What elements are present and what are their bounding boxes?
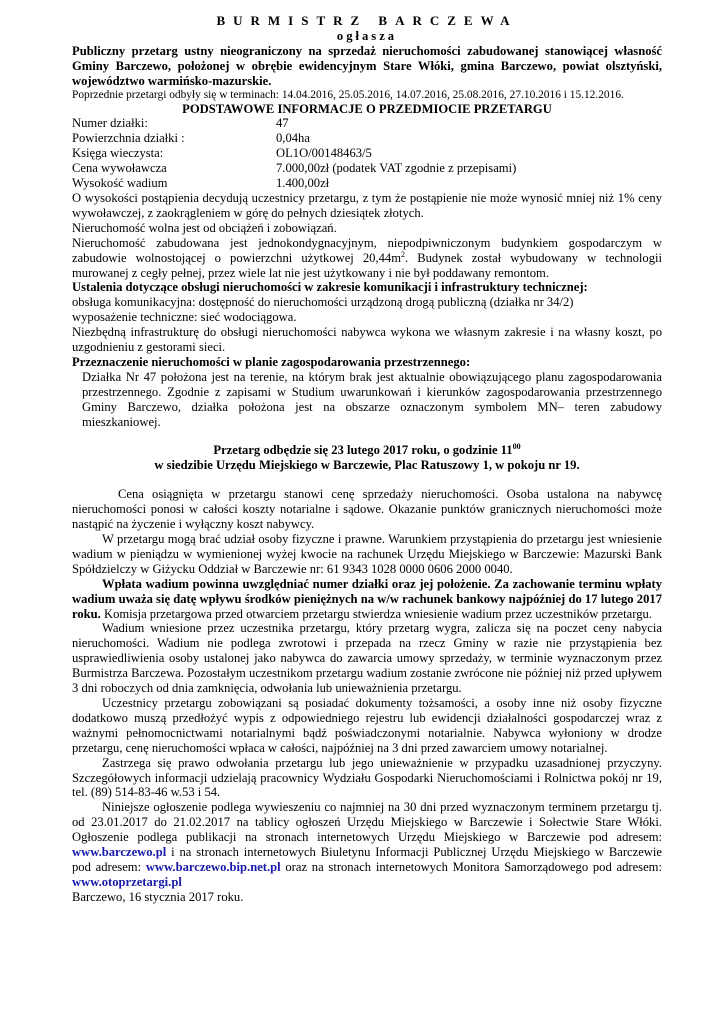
info-value: 1.400,00zł bbox=[276, 176, 330, 191]
price-paragraph: Cena osiągnięta w przetargu stanowi cenę sprzedaży nieruchomości. Osoba ustalona na nabywcę nieruchomości ponosi w całości koszty notarialne i sądowe. Okazanie punktów granicznych nieruchomości może nastąpić na życzenie i wyłączny koszt nabywcy. bbox=[72, 487, 662, 532]
spacer bbox=[72, 473, 662, 487]
info-label: Wysokość wadium bbox=[72, 176, 168, 191]
info-value: OL1O/00148463/5 bbox=[276, 146, 372, 161]
building-text-b: . Budynek został wybudowany w technologii murowanej z cegły pełnej, przez wiele lat nie jest użytkowany i nie był poddawany remontom. bbox=[72, 250, 663, 280]
tender-hour-superscript: 00 bbox=[512, 442, 521, 452]
infrastructure-paragraph: Niezbędną infrastrukturę do obsługi nieruchomości nabywca wykona we własnym zakresie i na własny koszt, po uzgodnieniu z gestorami sieci. bbox=[72, 325, 662, 355]
closing-date: Barczewo, 16 stycznia 2017 roku. bbox=[72, 889, 244, 904]
lead-paragraph: Publiczny przetarg ustny nieograniczony na sprzedaż nieruchomości zabudowanej stanowiącej własność Gminy Barczewo, położonej w obrębie ewidencyjnym Stare Włóki, gmina Barczewo, powiat olsztyński, województwo warmińsko-mazurskie. bbox=[72, 43, 662, 88]
plan-paragraph: Działka Nr 47 położona jest na terenie, na którym brak jest aktualnie obowiązującego planu zagospodarowania przestrzennego. Zgodnie z zapisami w Studium uwarunkowań i kierunków zagospodarowania przestrzennego Gminy Barczewo, działka położona jest na obszarze oznaczonym symbolem MN– teren zabudowy mieszkaniowej. bbox=[82, 369, 662, 429]
document-title: BURMISTRZ BARCZEWA bbox=[216, 13, 518, 28]
info-value: 0,04ha bbox=[276, 131, 310, 146]
info-row bbox=[72, 161, 662, 176]
previous-tenders: Poprzednie przetargi odbyły się w terminach: 14.04.2016, 25.05.2016, 14.07.2016, 25.08.2016, 27.10.2016 i 15.12.2016. bbox=[72, 88, 624, 101]
barczewo-website-link[interactable]: www.barczewo.pl bbox=[72, 845, 167, 860]
deposit-paragraph bbox=[72, 577, 662, 622]
building-paragraph bbox=[72, 236, 662, 281]
info-row bbox=[72, 131, 662, 146]
info-heading: PODSTAWOWE INFORMACJE O PRZEDMIOCIE PRZETARGU bbox=[182, 101, 552, 116]
utilities-heading: Ustalenia dotyczące obsługi nieruchomości w zakresie komunikacji i infrastruktury technicznej: bbox=[72, 280, 588, 295]
documents-paragraph: Uczestnicy przetargu zobowiązani są posiadać dokumenty tożsamości, a osoby inne niż osoby fizyczne dodatkowo muszą przedłożyć wypis z odpowiedniego rejestru lub ewidencji działalności gospodarczej wraz z ważnymi pełnomocnictwami notarialnymi bądź poświadczonymi notarialnie. Nabywca wyłoniony w drodze przetargu, cenę nieruchomości wpłaca w całości, najpóźniej na 3 dni przed zawarciem umowy notarialnej. bbox=[72, 695, 662, 755]
cancellation-paragraph: Zastrzega się prawo odwołania przetargu lub jego unieważnienie w przypadku uzasadnionej przyczyny. Szczegółowych informacji udzielają pracownicy Wydziału Gospodarki Nieruchomościami i Rolnictwa pokój nr 19, tel. (89) 514-83-46 w.53 i 54. bbox=[72, 755, 662, 800]
info-value: 47 bbox=[276, 116, 289, 131]
info-row bbox=[72, 146, 662, 161]
info-row bbox=[72, 116, 662, 131]
deposit-rules-paragraph: Wadium wniesione przez uczestnika przetargu, który przetarg wygra, zalicza się na poczet ceny nabycia nieruchomości. Wadium nie podlega zwrotowi i przepada na rzecz Gminy w razie nie przystąpienia bez usprawiedliwienia osoby ustalonej jako nabywca do zawarcia umowy sprzedaży, w terminie wyznaczonym przez Burmistrza Barczewa. Pozostałym uczestnikom przetargu wadium zostanie zwrócone nie później niż przed upływem 3 dni roboczych od dnia zamknięcia, odwołania lub unieważnienia przetargu. bbox=[72, 621, 662, 696]
participation-paragraph: W przetargu mogą brać udział osoby fizyczne i prawne. Warunkiem przystąpienia do przetargu jest wniesienie wadium w pieniądzu w wymienionej wyżej kwocie na rachunek Urzędu Miejskiego w Barczewie: Mazurski Bank Spółdzielczy w Giżycku Oddział w Barczewie nr: 61 9343 1028 0000 0606 2000 0040. bbox=[72, 532, 662, 576]
encumbrance-paragraph: Nieruchomość wolna jest od obciążeń i zobowiązań. bbox=[72, 220, 337, 235]
tender-date-text: Przetarg odbędzie się 23 lutego 2017 roku, o godzinie 11 bbox=[213, 443, 513, 458]
publication-text-c: oraz na stronach internetowych Monitora Samorządowego pod adresem: bbox=[280, 859, 662, 874]
access-paragraph: obsługa komunikacyjna: dostępność do nieruchomości urządzoną drogą publiczną (działka nr 34/2) bbox=[72, 295, 574, 310]
equipment-paragraph: wyposażenie techniczne: sieć wodociągowa. bbox=[72, 310, 297, 325]
info-table bbox=[72, 116, 662, 191]
spacer bbox=[72, 429, 662, 443]
otoprzetargi-website-link[interactable]: www.otoprzetargi.pl bbox=[72, 874, 182, 889]
info-value: 7.000,00zł (podatek VAT zgodnie z przepisami) bbox=[276, 161, 517, 176]
publication-text-b: i na stronach internetowych Biuletynu Informacji Publicznej Urzędu Miejskiego w Barczewie pod adresem: bbox=[72, 845, 662, 874]
publication-text-a: Niniejsze ogłoszenie podlega wywieszeniu co najmniej na 30 dni przed wyznaczonym terminem przetargu tj. od 23.01.2017 do 21.02.2017 na tablicy ogłoszeń Urzędu Miejskiego w Barczewie i Sołectwie Stare Włóki. Ogłoszenie podlega publikacji na stronach internetowych Urzędu Miejskiego w Barczewie pod adresem: bbox=[72, 800, 662, 845]
info-row bbox=[72, 176, 662, 191]
info-label: Cena wywoławcza bbox=[72, 161, 167, 176]
document-subtitle: ogłasza bbox=[336, 28, 398, 43]
deposit-bold-text: Wpłata wadium powinna uwzględniać numer działki oraz jej położenie. Za zachowanie terminu wpłaty wadium uważa się datę wpływu środków pieniężnych na w/w rachunek bankowy najpóźniej do 17 lutego 2017 roku. bbox=[72, 576, 662, 621]
info-label: Numer działki: bbox=[72, 116, 148, 131]
bip-website-link[interactable]: www.barczewo.bip.net.pl bbox=[145, 859, 281, 874]
tender-location-line: w siedzibie Urzędu Miejskiego w Barczewie, Plac Ratuszowy 1, w pokoju nr 19. bbox=[154, 458, 580, 473]
plan-heading: Przeznaczenie nieruchomości w planie zagospodarowania przestrzennego: bbox=[72, 354, 471, 369]
bid-increment-paragraph: O wysokości postąpienia decydują uczestnicy przetargu, z tym że postąpienie nie może wynosić mniej niż 1% ceny wywoławczej, z zaokrągleniem w górę do pełnych dziesiątek złotych. bbox=[72, 190, 662, 220]
publication-paragraph bbox=[72, 800, 662, 889]
area-unit-superscript: 2 bbox=[401, 249, 406, 259]
tender-date-line bbox=[72, 443, 662, 458]
info-label: Powierzchnia działki : bbox=[72, 131, 185, 146]
deposit-rest-text: Komisja przetargowa przed otwarciem przetargu stwierdza wniesienie wadium przez uczestników przetargu. bbox=[100, 606, 652, 621]
info-label: Księga wieczysta: bbox=[72, 146, 164, 161]
building-text-a: Nieruchomość zabudowana jest jednokondygnacyjnym, niepodpiwniczonym budynkiem gospodarczym w zabudowie wolnostojącej o powierzchni użytkowej 20,44m bbox=[72, 235, 662, 265]
